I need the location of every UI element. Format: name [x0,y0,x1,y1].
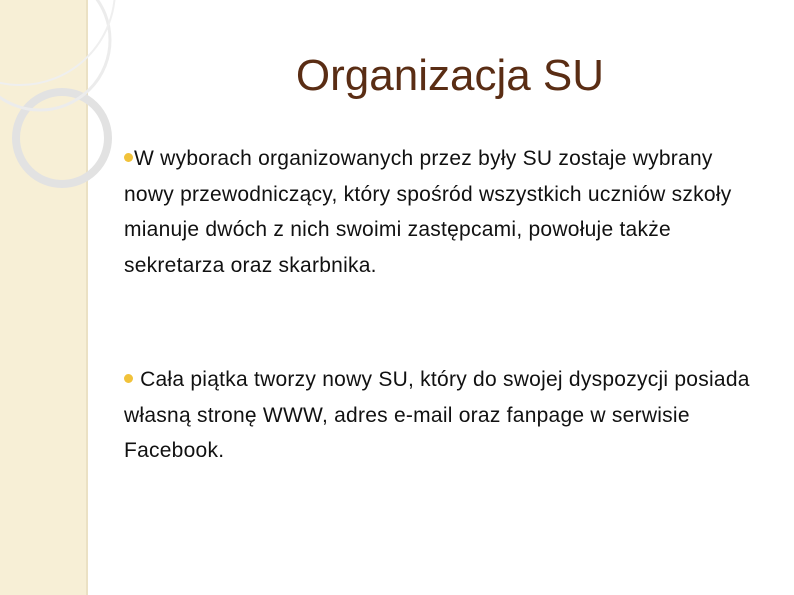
slide-title: Organizacja SU [295,51,605,100]
bullet-text-1: W wyborach organizowanych przez były SU zostaje wybrany nowy przewodniczący, który spośród wszystkich uczniów szkoły mianuje dwóch z nich swoimi zastępcami, powołuje także sekretarza oraz skarbnika. [124,147,732,277]
bullet-paragraph-1 [124,141,764,283]
bullet-dot-icon [124,153,133,162]
bullet-dot-icon [124,374,133,383]
bullet-text-2: Cała piątka tworzy nowy SU, który do swojej dyspozycji posiada własną stronę WWW, adres e-mail oraz fanpage w serwisie Facebook. [124,368,750,462]
decorative-rings [0,0,140,220]
bullet-paragraph-2 [124,362,764,469]
